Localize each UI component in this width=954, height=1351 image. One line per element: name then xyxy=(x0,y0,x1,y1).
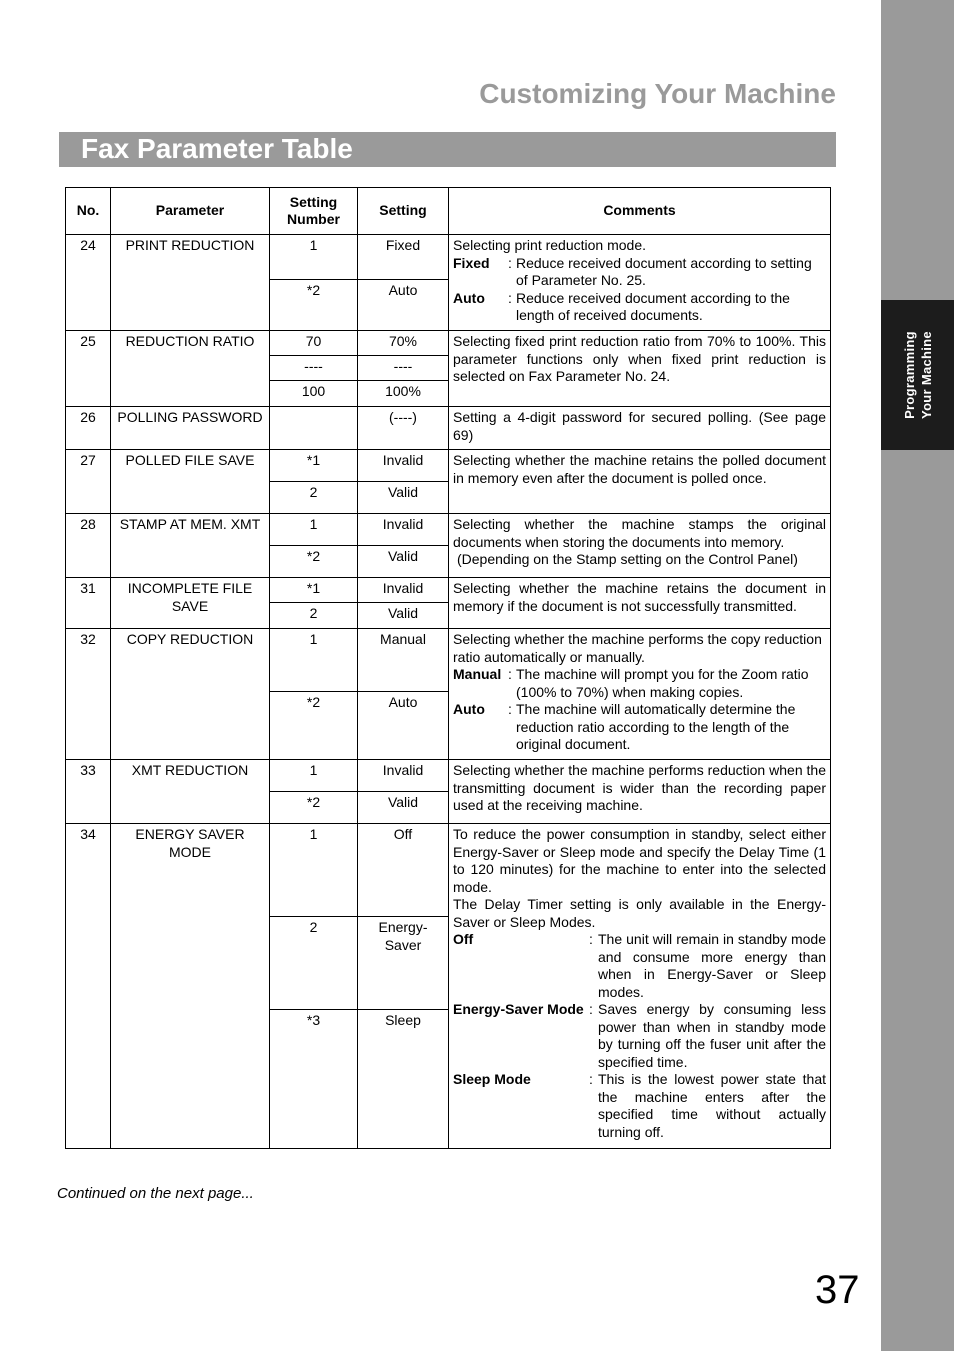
param-comment xyxy=(449,824,831,1149)
param-no: 28 xyxy=(66,514,111,578)
param-comment xyxy=(449,235,831,331)
setting-number: 100 xyxy=(270,381,358,407)
setting-value: ---- xyxy=(358,356,449,381)
setting-number xyxy=(270,407,358,450)
setting-number: *3 xyxy=(270,1010,358,1149)
comment-item: Energy-Saver Mode : Saves energy by consuming less power than when in standby mode by turning off the fuser unit after the specified time. xyxy=(453,1001,826,1070)
setting-number: 70 xyxy=(270,331,358,356)
setting-value: Invalid xyxy=(358,514,449,546)
comment-intro: Selecting whether the machine performs the copy reduction ratio automatically or manually. xyxy=(453,631,822,665)
comment-intro: To reduce the power consumption in standby, select either Energy-Saver or Sleep mode and specify the Delay Time (1 to 120 minutes) for the machine to enter into the selected mode. xyxy=(453,826,826,895)
setting-value: Valid xyxy=(358,482,449,514)
setting-number: 1 xyxy=(270,514,358,546)
param-no: 25 xyxy=(66,331,111,407)
table-row xyxy=(66,450,831,482)
header-comments: Comments xyxy=(449,188,831,235)
table-row xyxy=(66,578,831,603)
param-comment xyxy=(449,629,831,760)
param-name: ENERGY SAVER MODE xyxy=(111,824,270,1149)
setting-value: Energy-Saver xyxy=(358,917,449,1010)
setting-number: 1 xyxy=(270,629,358,692)
param-comment: Selecting whether the machine retains the document in memory if the document is not successfully transmitted. xyxy=(449,578,831,629)
comment-item: Manual : The machine will prompt you for the Zoom ratio (100% to 70%) when making copies. xyxy=(453,666,809,700)
setting-value: Valid xyxy=(358,546,449,578)
continued-note: Continued on the next page... xyxy=(57,1185,254,1202)
setting-value: Auto xyxy=(358,692,449,760)
header-parameter: Parameter xyxy=(111,188,270,235)
setting-number: *2 xyxy=(270,280,358,331)
setting-value: (----) xyxy=(358,407,449,450)
comment-note: (Depending on the Stamp setting on the Control Panel) xyxy=(457,551,798,567)
comment-item: Off : The unit will remain in standby mode and consume more energy than when in Energy-Saver or Sleep modes. xyxy=(453,931,826,1000)
setting-number: 1 xyxy=(270,824,358,917)
comment-item: Sleep Mode : This is the lowest power state that the machine enters after the specified time without actually turning off. xyxy=(453,1071,826,1140)
setting-value: Invalid xyxy=(358,578,449,603)
comment-intro-2: The Delay Timer setting is only available in the Energy-Saver or Sleep Modes. xyxy=(453,896,826,930)
setting-number: *2 xyxy=(270,792,358,824)
chapter-title: Customizing Your Machine xyxy=(479,78,836,109)
setting-value: 70% xyxy=(358,331,449,356)
fax-parameter-table xyxy=(65,187,831,1149)
setting-number: 2 xyxy=(270,603,358,629)
comment-intro: Selecting print reduction mode. xyxy=(453,237,646,253)
setting-number: *1 xyxy=(270,450,358,482)
chapter-tab xyxy=(881,300,954,450)
param-no: 34 xyxy=(66,824,111,1149)
param-no: 31 xyxy=(66,578,111,629)
section-title: Fax Parameter Table xyxy=(81,133,353,164)
setting-value: Valid xyxy=(358,792,449,824)
table-row xyxy=(66,235,831,280)
setting-number: *2 xyxy=(270,546,358,578)
param-name: POLLED FILE SAVE xyxy=(111,450,270,514)
header-setting-number: Setting Number xyxy=(270,188,358,235)
comment-item: Auto : The machine will automatically determine the reduction ratio according to the length of the original document. xyxy=(453,701,796,752)
side-strip xyxy=(881,0,954,1351)
setting-value: Auto xyxy=(358,280,449,331)
param-no: 27 xyxy=(66,450,111,514)
comment-item: Auto : Reduce received document according to the length of received documents. xyxy=(453,289,790,323)
table-row xyxy=(66,824,831,917)
setting-value: Valid xyxy=(358,603,449,629)
setting-number: ---- xyxy=(270,356,358,381)
param-no: 33 xyxy=(66,760,111,824)
param-name: STAMP AT MEM. XMT xyxy=(111,514,270,578)
param-no: 24 xyxy=(66,235,111,331)
page-number: 37 xyxy=(815,1268,860,1312)
param-comment: Selecting fixed print reduction ratio from 70% to 100%. This parameter functions only when fixed print reduction is selected on Fax Parameter No. 24. xyxy=(449,331,831,407)
table-row xyxy=(66,514,831,546)
setting-value: 100% xyxy=(358,381,449,407)
table-header-row xyxy=(66,188,831,235)
comment-text: Selecting whether the machine stamps the original documents when storing the documents into memory. xyxy=(453,516,826,550)
param-name: REDUCTION RATIO xyxy=(111,331,270,407)
setting-value: Sleep xyxy=(358,1010,449,1149)
param-comment: Selecting whether the machine performs reduction when the transmitting document is wider than the recording paper used at the receiving machine. xyxy=(449,760,831,824)
setting-number: *1 xyxy=(270,578,358,603)
setting-value: Fixed xyxy=(358,235,449,280)
comment-item: Fixed : Reduce received document according to setting of Parameter No. 25. xyxy=(453,254,812,288)
param-name: INCOMPLETE FILE SAVE xyxy=(111,578,270,629)
table-row xyxy=(66,331,831,356)
setting-number: 1 xyxy=(270,235,358,280)
setting-value: Invalid xyxy=(358,760,449,792)
setting-value: Manual xyxy=(358,629,449,692)
header-setting: Setting xyxy=(358,188,449,235)
section-bar xyxy=(59,132,836,167)
chapter-tab-label: Programming Your Machine xyxy=(901,331,934,419)
table-row xyxy=(66,629,831,692)
table-row xyxy=(66,407,831,450)
setting-number: 2 xyxy=(270,917,358,1010)
param-name: COPY REDUCTION xyxy=(111,629,270,760)
param-name: POLLING PASSWORD xyxy=(111,407,270,450)
param-name: XMT REDUCTION xyxy=(111,760,270,824)
setting-value: Off xyxy=(358,824,449,917)
param-name: PRINT REDUCTION xyxy=(111,235,270,331)
setting-number: 1 xyxy=(270,760,358,792)
param-comment: Selecting whether the machine retains the polled document in memory even after the document is polled once. xyxy=(449,450,831,514)
header-no: No. xyxy=(66,188,111,235)
param-no: 32 xyxy=(66,629,111,760)
param-comment xyxy=(449,514,831,578)
param-comment: Setting a 4-digit password for secured polling. (See page 69) xyxy=(449,407,831,450)
setting-value: Invalid xyxy=(358,450,449,482)
param-no: 26 xyxy=(66,407,111,450)
setting-number: 2 xyxy=(270,482,358,514)
setting-number: *2 xyxy=(270,692,358,760)
table-row xyxy=(66,760,831,792)
